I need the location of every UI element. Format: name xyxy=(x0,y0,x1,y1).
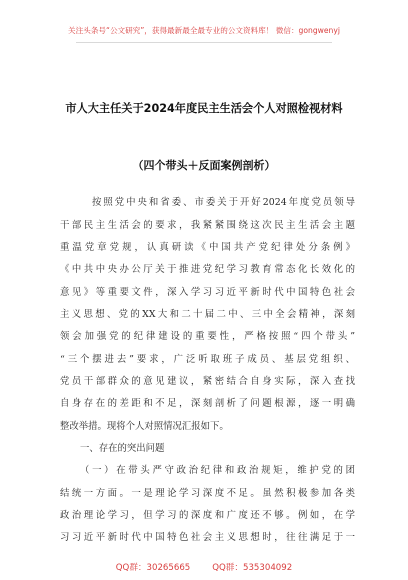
body-line: 习习近平新时代中国特色社会主义思想时，往往满足于一 xyxy=(60,532,355,543)
header-divider xyxy=(76,42,332,43)
body-line: 主义思想、党的XX大和二十届二中、三中全会精神，深刻 xyxy=(60,309,355,320)
footer-qq-group-1: QQ群：30265665 xyxy=(115,563,191,573)
section-heading: 一、存在的突出问题 xyxy=(80,443,165,454)
body-line: 重温党章党规，认真研读《中国共产党纪律处分条例》 xyxy=(60,242,355,253)
body-line: 意见》等重要文件，深入学习习近平新时代中国特色社会 xyxy=(60,287,355,298)
body-line: （一）在带头严守政治纪律和政治规矩，维护党的团 xyxy=(80,465,355,476)
body-line: 结统一方面。一是理论学习深度不足。虽然积极参加各类 xyxy=(60,488,355,499)
footer-contact xyxy=(0,561,408,573)
footer-qq-group-2: QQ群：535304092 xyxy=(212,563,293,573)
body-line: 自身存在的差距和不足，深刻剖析了问题根源，逐一明确 xyxy=(60,398,355,409)
body-line: 整改举措。现将个人对照情况汇报如下。 xyxy=(60,421,229,432)
body-line: 按照党中央和省委、市委关于开好2024年度党员领导 xyxy=(92,197,355,208)
document-title: 市人大主任关于2024年度民主生活会个人对照检视材料 xyxy=(65,102,343,115)
body-line: 干部民主生活会的要求，我紧紧围绕这次民主生活会主题 xyxy=(60,220,355,231)
body-line: 《中共中央办公厅关于推进党纪学习教育常态化长效化的 xyxy=(60,264,355,275)
document-subtitle: （四个带头＋反面案例剖析） xyxy=(132,159,276,172)
header-banner: 关注头条号“公文研究”，获得最新最全最专业的公文资料库！ 微信：gongwenyj xyxy=(68,26,340,35)
body-line: 政治理论学习，但学习的深度和广度还不够。例如，在学 xyxy=(60,510,355,521)
body-line: 党员干部群众的意见建议，紧密结合自身实际，深入查找 xyxy=(60,376,355,387)
body-line: 领会加强党的纪律建设的重要性，严格按照“四个带头” xyxy=(60,331,355,342)
body-line: “三个摆进去”要求，广泛听取班子成员、基层党组织、 xyxy=(60,354,355,365)
